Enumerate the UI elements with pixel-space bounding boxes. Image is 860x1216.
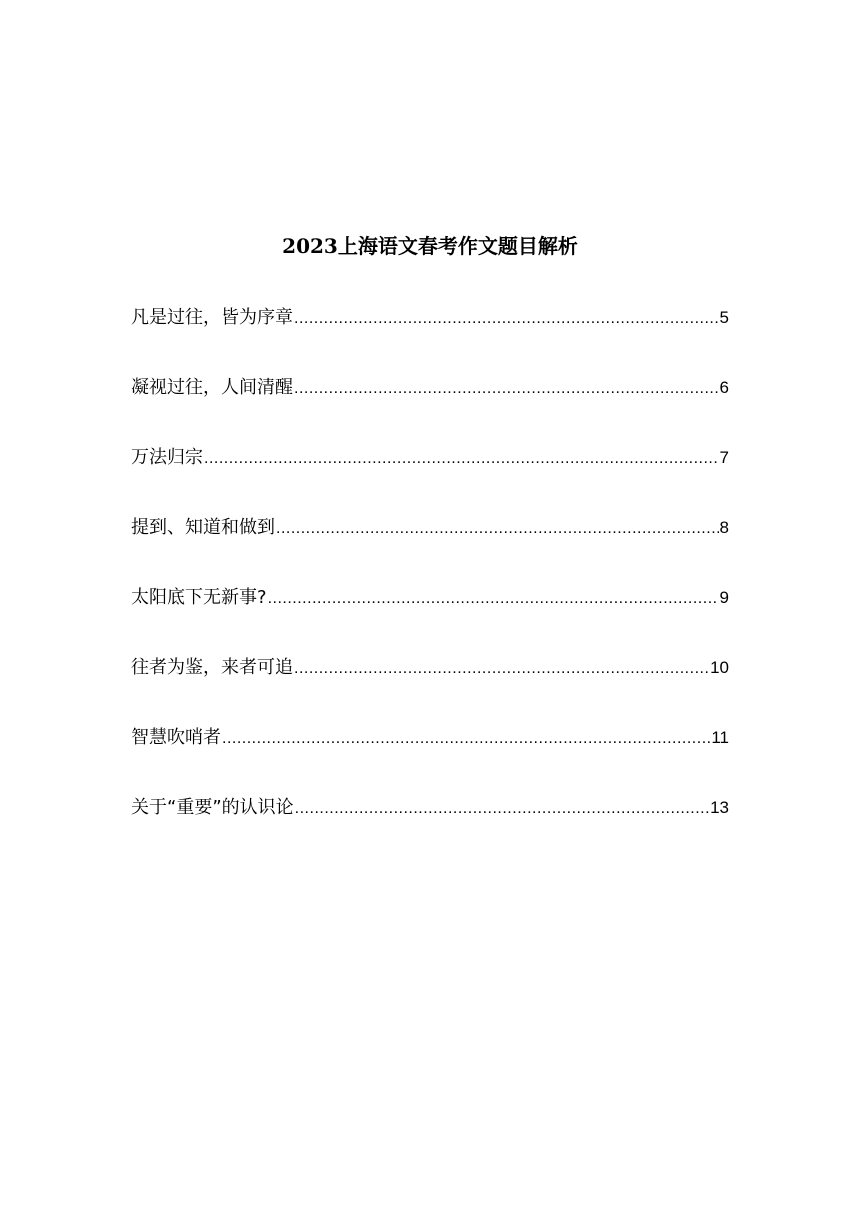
toc-page-number: 13	[710, 798, 729, 817]
toc-page-number: 9	[719, 588, 729, 607]
toc-dot-leader	[268, 585, 719, 613]
toc-entry-label: 关于“重要”的认识论	[131, 797, 294, 818]
toc-page-number: 6	[719, 378, 729, 397]
toc-entry-label: 太阳底下无新事?	[131, 587, 267, 608]
toc-dot-leader	[204, 445, 719, 473]
toc-entry-label: 凝视过往，人间清醒	[131, 377, 293, 398]
toc-dot-leader	[294, 655, 709, 683]
toc-entry-1[interactable]	[131, 304, 729, 374]
toc-entry-2[interactable]	[131, 374, 729, 444]
toc-entry-label: 提到、知道和做到	[131, 517, 275, 538]
toc-entry-7[interactable]	[131, 724, 729, 794]
toc-entry-label: 万法归宗	[131, 447, 203, 468]
toc-dot-leader	[222, 725, 710, 753]
toc-entry-8[interactable]	[131, 794, 729, 864]
toc-page-number: 11	[711, 728, 729, 747]
toc-page-number: 5	[719, 308, 729, 327]
toc-dot-leader	[294, 375, 719, 403]
table-of-contents	[131, 304, 729, 864]
document-title: 2023上海语文春考作文题目解析	[282, 234, 578, 258]
toc-entry-label: 往者为鉴，来者可追	[131, 657, 293, 678]
toc-entry-6[interactable]	[131, 654, 729, 724]
toc-entry-3[interactable]	[131, 444, 729, 514]
toc-entry-4[interactable]	[131, 514, 729, 584]
toc-page-number: 7	[719, 448, 729, 467]
toc-entry-5[interactable]	[131, 584, 729, 654]
toc-entry-label: 智慧吹哨者	[131, 727, 221, 748]
toc-dot-leader	[295, 795, 709, 823]
toc-page-number: 8	[719, 518, 729, 537]
toc-dot-leader	[276, 515, 719, 543]
toc-page-number: 10	[710, 658, 729, 677]
toc-dot-leader	[294, 305, 719, 333]
toc-entry-label: 凡是过往，皆为序章	[131, 307, 293, 328]
